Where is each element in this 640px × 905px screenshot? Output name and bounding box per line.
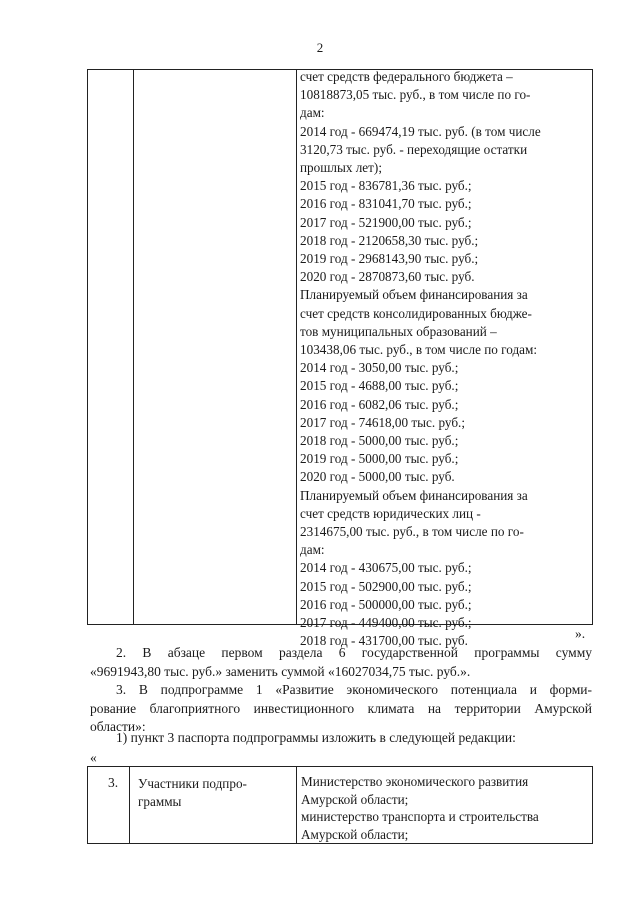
table-line: счет средств федерального бюджета – xyxy=(300,69,513,84)
table-line: 2016 год - 500000,00 тыс. руб.; xyxy=(300,596,472,612)
table-line: 3120,73 тыс. руб. - переходящие остатки xyxy=(300,141,528,157)
table-line: 2018 год - 2120658,30 тыс. руб.; xyxy=(300,232,479,248)
page-number: 2 xyxy=(316,40,324,55)
table-line: 2015 год - 502900,00 тыс. руб.; xyxy=(300,578,472,594)
table-line: 2020 год - 2870873,60 тыс. руб. xyxy=(300,269,475,285)
table-line: 2017 год - 74618,00 тыс. руб.; xyxy=(300,414,465,430)
table-line: 103438,06 тыс. руб., в том числе по годам: xyxy=(300,342,538,358)
paragraph-line: 2. В абзаце первом раздела 6 государственной программы сумму xyxy=(116,645,592,660)
table-line: Планируемый объем финансирования за xyxy=(300,287,528,303)
participant-line: Министерство экономического развития xyxy=(301,774,529,789)
table-line: 2014 год - 669474,19 тыс. руб. (в том числе xyxy=(300,123,541,139)
participant-line: Амурской области; xyxy=(301,791,409,807)
paragraph-2 xyxy=(90,644,592,681)
table-line: 2015 год - 836781,36 тыс. руб.; xyxy=(300,178,472,194)
paragraph-4 xyxy=(90,729,592,748)
paragraph-line: 1) пункт 3 паспорта подпрограммы изложить в следующей редакции: xyxy=(116,730,516,745)
table-line: 2015 год - 4688,00 тыс. руб.; xyxy=(300,378,459,394)
participant-line: Амурской области; xyxy=(301,826,409,842)
paragraph-line: области»: xyxy=(90,719,146,734)
table-column-divider xyxy=(296,767,297,843)
label-line: Участники подпро- xyxy=(138,776,247,791)
table-line: 2016 год - 831041,70 тыс. руб.; xyxy=(300,196,472,212)
table-line: счет средств юридических лиц - xyxy=(300,505,481,521)
table-line: 2014 год - 3050,00 тыс. руб.; xyxy=(300,360,459,376)
paragraph-line: 3. В подпрограмме 1 «Развитие экономического потенциала и форми- xyxy=(116,682,592,697)
table-line: дам: xyxy=(300,105,325,121)
closing-quote: ». xyxy=(575,626,586,641)
table-column-divider xyxy=(133,70,134,624)
table-line: дам: xyxy=(300,542,325,558)
table-line: счет средств консолидированных бюдже- xyxy=(300,305,532,321)
table-line: 2014 год - 430675,00 тыс. руб.; xyxy=(300,560,472,576)
participants-label xyxy=(138,775,247,811)
table-line: прошлых лет); xyxy=(300,160,382,176)
table-line: 2017 год - 449400,00 тыс. руб.; xyxy=(300,615,472,631)
table-line: 2020 год - 5000,00 тыс. руб. xyxy=(300,469,455,485)
opening-quote: « xyxy=(90,750,97,765)
row-number: 3. xyxy=(108,775,119,790)
participant-line: министерство транспорта и строительства xyxy=(301,809,539,824)
table-line: 2019 год - 5000,00 тыс. руб.; xyxy=(300,451,459,467)
label-line: граммы xyxy=(138,794,182,809)
table-line: 2016 год - 6082,06 тыс. руб.; xyxy=(300,396,459,412)
funding-table-cell-text xyxy=(300,68,590,651)
table-line: 2018 год - 5000,00 тыс. руб.; xyxy=(300,433,459,449)
participants-table xyxy=(87,766,593,844)
paragraph-line: «9691943,80 тыс. руб.» заменить суммой «16027034,75 тыс. руб.». xyxy=(90,663,471,679)
table-line: 2019 год - 2968143,90 тыс. руб.; xyxy=(300,251,479,267)
table-line: 2017 год - 521900,00 тыс. руб.; xyxy=(300,214,472,230)
table-line: 10818873,05 тыс. руб., в том числе по го- xyxy=(300,87,531,103)
participants-list xyxy=(301,773,539,843)
table-line: Планируемый объем финансирования за xyxy=(300,487,528,503)
table-column-divider xyxy=(129,767,130,843)
table-column-divider xyxy=(296,70,297,624)
table-line: 2018 год - 431700,00 тыс. руб. xyxy=(300,633,468,649)
table-line: тов муниципальных образований – xyxy=(300,323,497,339)
paragraph-line: рование благоприятного инвестиционного климата на территории Амурской xyxy=(90,700,592,716)
table-line: 2314675,00 тыс. руб., в том числе по го- xyxy=(300,524,524,540)
